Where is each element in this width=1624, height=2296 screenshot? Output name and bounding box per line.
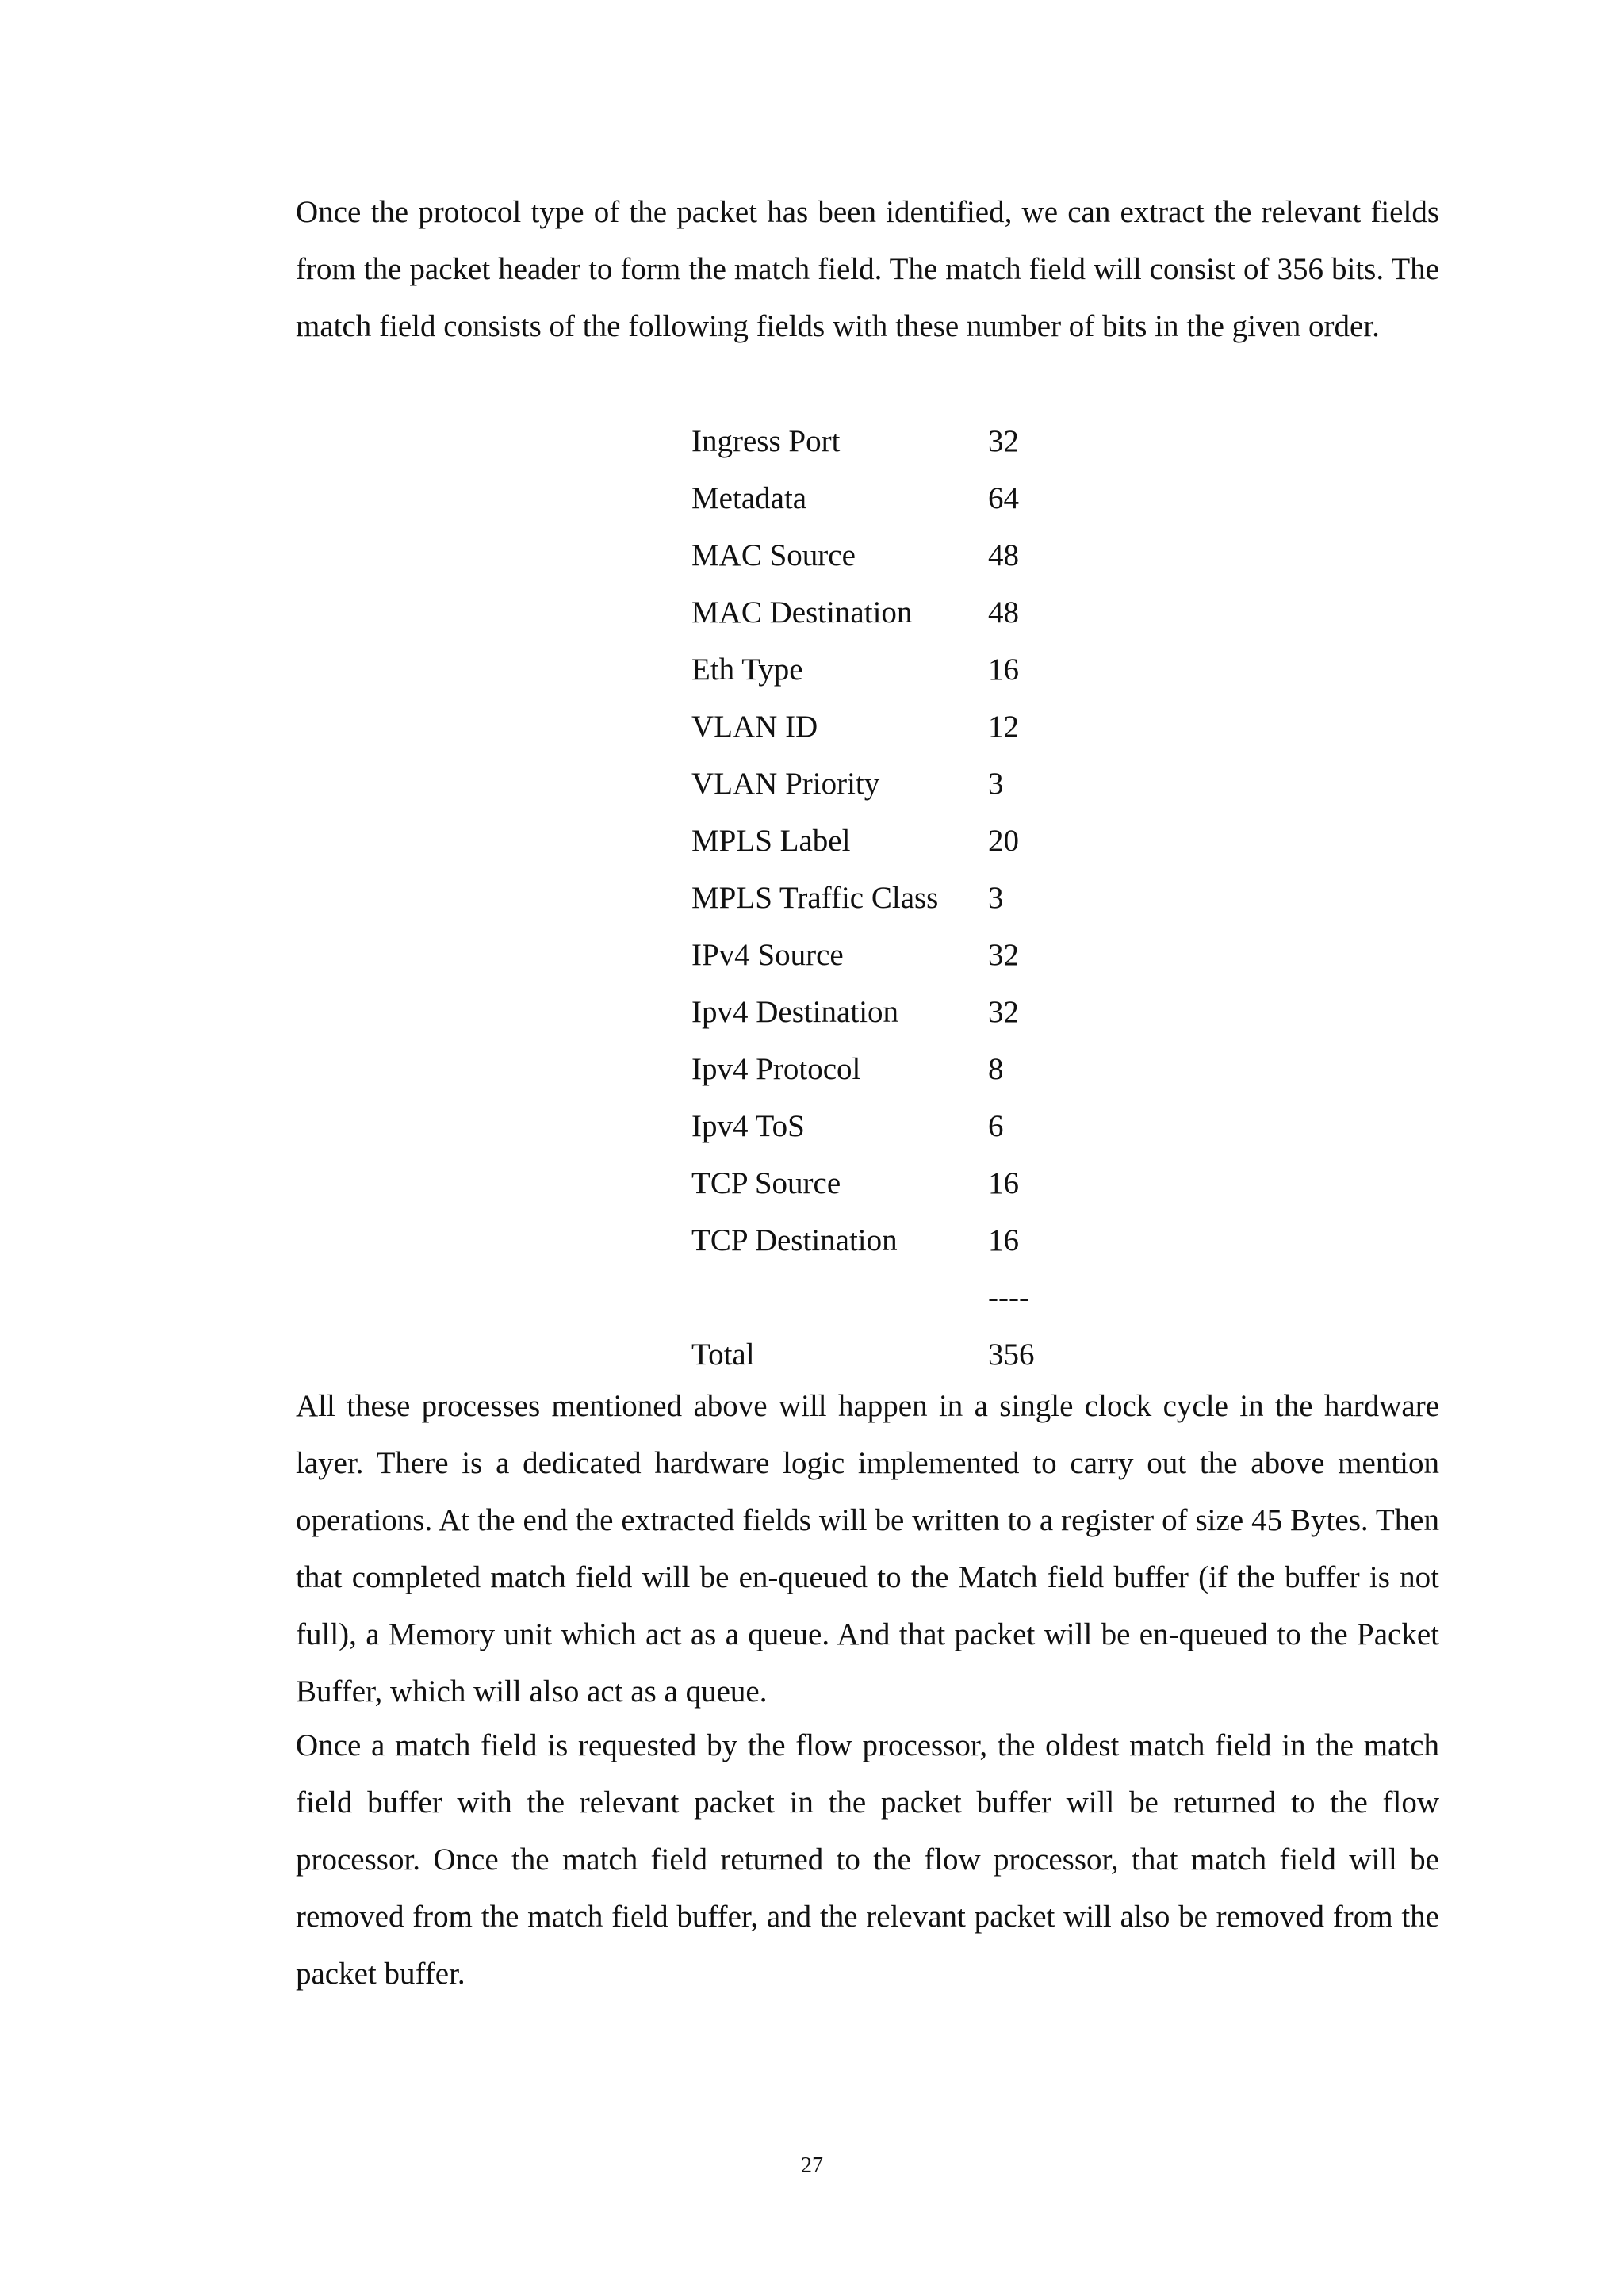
- field-name: TCP Destination: [691, 1223, 898, 1257]
- field-bits: 3: [988, 880, 1004, 915]
- total-separator: ----: [988, 1280, 1029, 1314]
- table-row: [691, 641, 1083, 698]
- separator-row: [691, 1269, 1083, 1326]
- table-row: [691, 1097, 1083, 1154]
- table-row: [691, 983, 1083, 1040]
- table-row: [691, 812, 1083, 869]
- field-name: Eth Type: [691, 652, 803, 687]
- page-number: 27: [801, 2153, 823, 2178]
- table-row: [691, 698, 1083, 755]
- paragraph-processes: All these processes mentioned above will happen in a single clock cycle in the hardware layer. There is a dedicated hardware logic implemented to carry out the above mention operations. At the end the extracted fields will be written to a register of size 45 Bytes. Then that completed match field will be en-queued to the Match field buffer (if the buffer is not full), a Memory unit which act as a queue. And that packet will be en-queued to the Packet Buffer, which will also act as a queue.: [296, 1389, 1439, 1709]
- table-row: [691, 926, 1083, 983]
- field-bits: 16: [988, 1165, 1019, 1200]
- table-row: [691, 869, 1083, 926]
- field-name: Ipv4 ToS: [691, 1108, 805, 1143]
- field-bits: 16: [988, 652, 1019, 687]
- field-bits: 32: [988, 937, 1019, 972]
- table-row: [691, 1154, 1083, 1211]
- field-name: VLAN ID: [691, 709, 818, 744]
- table-row: [691, 469, 1083, 526]
- field-bits: 20: [988, 823, 1019, 858]
- field-name: Metadata: [691, 480, 807, 515]
- table-row: [691, 1040, 1083, 1097]
- field-bits: 6: [988, 1108, 1004, 1143]
- field-name: Ipv4 Destination: [691, 994, 899, 1029]
- field-name: MAC Source: [691, 538, 856, 572]
- field-name: TCP Source: [691, 1165, 841, 1200]
- field-bits: 48: [988, 595, 1019, 629]
- table-row: [691, 755, 1083, 812]
- field-bits: 64: [988, 480, 1019, 515]
- total-bits: 356: [988, 1337, 1035, 1372]
- paragraph-request: Once a match field is requested by the flow processor, the oldest match field in the match field buffer with the relevant packet in the packet buffer will be returned to the flow processor. Once the match field returned to the flow processor, that match field will be removed from the match field buffer, and the relevant packet will also be removed from the packet buffer.: [296, 1728, 1439, 1991]
- match-field-table: [691, 412, 1083, 1383]
- field-bits: 3: [988, 766, 1004, 801]
- field-bits: 32: [988, 423, 1019, 458]
- field-bits: 8: [988, 1051, 1004, 1086]
- field-bits: 48: [988, 538, 1019, 572]
- field-name: Ipv4 Protocol: [691, 1051, 861, 1086]
- field-name: MPLS Traffic Class: [691, 880, 939, 915]
- paragraph-intro: Once the protocol type of the packet has been identified, we can extract the relevant fields from the packet header to form the match field. The match field will consist of 356 bits. The match field consists of the following fields with these number of bits in the given order.: [296, 195, 1439, 343]
- table-row: [691, 526, 1083, 584]
- field-name: IPv4 Source: [691, 937, 844, 972]
- field-name: Ingress Port: [691, 423, 841, 458]
- field-bits: 16: [988, 1223, 1019, 1257]
- table-row: [691, 1211, 1083, 1269]
- total-label: Total: [691, 1337, 755, 1372]
- field-name: MAC Destination: [691, 595, 913, 629]
- field-bits: 12: [988, 709, 1019, 744]
- field-bits: 32: [988, 994, 1019, 1029]
- total-row: [691, 1326, 1083, 1383]
- separator-spacer: [691, 1269, 988, 1326]
- table-row: [691, 584, 1083, 641]
- table-row: [691, 412, 1083, 469]
- field-name: VLAN Priority: [691, 766, 880, 801]
- field-name: MPLS Label: [691, 823, 851, 858]
